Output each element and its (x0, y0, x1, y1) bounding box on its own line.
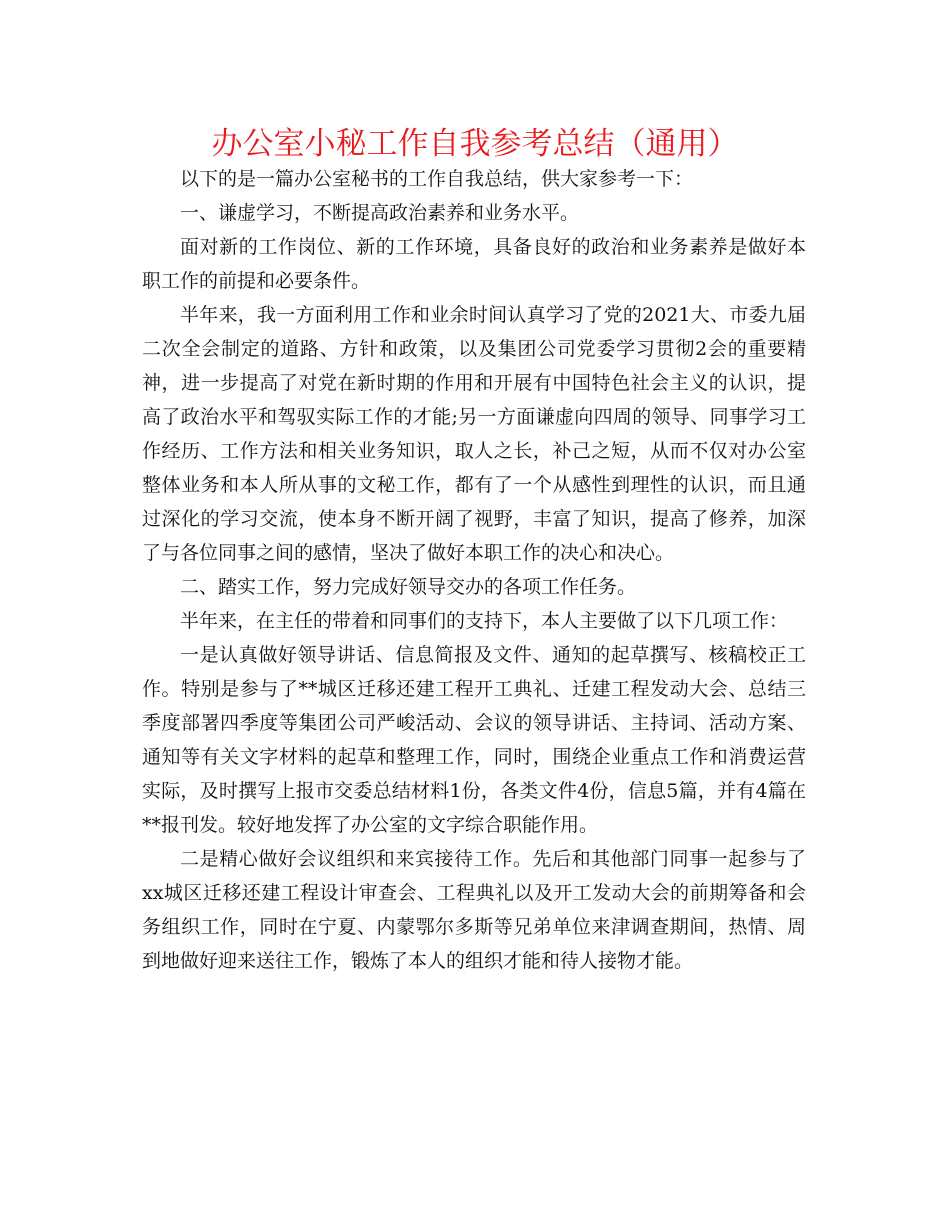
document-body (142, 162, 806, 978)
paragraph: 二是精心做好会议组织和来宾接待工作。先后和其他部门同事一起参与了xx城区迁移还建工程设计审查会、工程典礼以及开工发动大会的前期筹备和会务组织工作，同时在宁夏、内蒙鄂尔多斯等兄弟单位来津调查期间，热情、周到地做好迎来送往工作，锻炼了本人的组织才能和待人接物才能。 (142, 848, 806, 972)
section-heading-2: 二、踏实工作，努力完成好领导交办的各项工作任务。 (180, 576, 637, 598)
paragraph: 面对新的工作岗位、新的工作环境，具备良好的政治和业务素养是做好本职工作的前提和必要条件。 (142, 236, 806, 292)
section-heading-1: 一、谦虚学习，不断提高政治素养和业务水平。 (180, 202, 580, 224)
paragraph: 半年来，我一方面利用工作和业余时间认真学习了党的2021大、市委九届二次全会制定的道路、方针和政策，以及集团公司党委学习贯彻2会的重要精神，进一步提高了对党在新时期的作用和开展有中国特色社会主义的认识，提高了政治水平和驾驭实际工作的才能;另一方面谦虚向四周的领导、同事学习工作经历、工作方法和相关业务知识，取人之长，补己之短，从而不仅对办公室整体业务和本人所从事的文秘工作，都有了一个从感性到理性的认识，而且通过深化的学习交流，使本身不断开阔了视野，丰富了知识，提高了修养，加深了与各位同事之间的感情，坚决了做好本职工作的决心和决心。 (142, 304, 806, 564)
paragraph: 一是认真做好领导讲话、信息简报及文件、通知的起草撰写、核稿校正工作。特别是参与了**城区迁移还建工程开工典礼、迁建工程发动大会、总结三季度部署四季度等集团公司严峻活动、会议的领导讲话、主持词、活动方案、通知等有关文字材料的起草和整理工作，同时，围绕企业重点工作和消费运营实际，及时撰写上报市交委总结材料1份，各类文件4份，信息5篇，并有4篇在**报刊发。较好地发挥了办公室的文字综合职能作用。 (142, 644, 806, 836)
document-title: 办公室小秘工作自我参考总结（通用） (211, 126, 739, 162)
paragraph-intro: 以下的是一篇办公室秘书的工作自我总结，供大家参考一下： (180, 168, 694, 190)
paragraph: 半年来，在主任的带着和同事们的支持下，本人主要做了以下几项工作： (180, 610, 789, 632)
